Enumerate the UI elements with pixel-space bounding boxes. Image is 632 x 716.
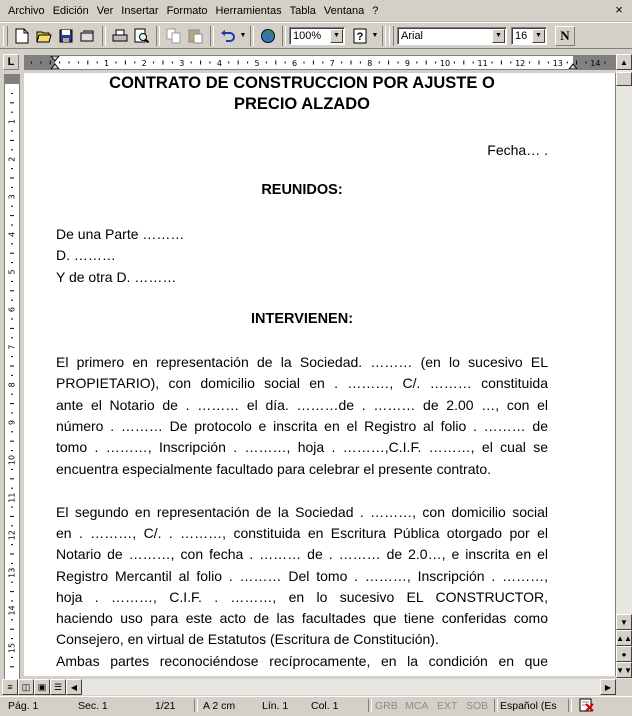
svg-text:?: ? bbox=[356, 30, 364, 43]
status-overtype[interactable]: SOB bbox=[466, 700, 489, 712]
paragraph-line: Registro Mercantil al folio . ……… Del tomo . ………, Inscripción . ………, bbox=[56, 568, 548, 584]
paragraph-line: en . ………, C/. . ………, constituida en Escritura Pública otorgado por el bbox=[56, 525, 548, 541]
spelling-status-icon[interactable] bbox=[578, 698, 596, 712]
menu-archivo[interactable]: Archivo bbox=[8, 4, 45, 17]
ruler-tick-label: 4 bbox=[7, 231, 17, 237]
standard-toolbar bbox=[0, 22, 632, 49]
ruler-tick-label: 6 bbox=[7, 307, 17, 313]
ruler-tick-label: 13 bbox=[552, 59, 563, 68]
font-size-value: 16 bbox=[515, 29, 528, 42]
document-area[interactable] bbox=[24, 73, 616, 676]
page[interactable] bbox=[24, 73, 615, 676]
status-column: Col. 1 bbox=[311, 700, 339, 712]
toolbar-grip[interactable] bbox=[3, 26, 8, 46]
party-line-3: Y de otra D. ……… bbox=[56, 269, 177, 285]
undo-icon[interactable] bbox=[217, 25, 239, 47]
menu-ventana[interactable]: Ventana bbox=[323, 4, 365, 17]
browse-object-icon[interactable]: ● bbox=[616, 646, 632, 662]
ruler-tick-label: 3 bbox=[7, 194, 17, 200]
ruler-tick-label: 8 bbox=[367, 59, 373, 68]
ruler-tick-label: 5 bbox=[254, 59, 260, 68]
copy-icon[interactable] bbox=[163, 25, 185, 47]
horizontal-scroll-row bbox=[0, 679, 632, 695]
help-icon[interactable] bbox=[349, 25, 371, 47]
status-divider bbox=[568, 699, 572, 712]
ruler-tick-label: 3 bbox=[179, 59, 185, 68]
status-pages: 1/21 bbox=[155, 700, 176, 712]
paragraph-line: hoja . ………, C.I.F. . ………, en lo sucesivo EL CONSTRUCTOR, bbox=[56, 589, 548, 605]
paragraph-line: Consejero, en virtual de Estatutos (Escritura de Constitución). bbox=[56, 631, 439, 647]
toolbar-separator bbox=[210, 26, 214, 46]
chevron-down-icon[interactable]: ▼ bbox=[492, 29, 505, 43]
normal-view-icon[interactable]: ≡ bbox=[2, 679, 18, 695]
ruler-tick-label: 9 bbox=[404, 59, 410, 68]
document-title-line1: CONTRATO DE CONSTRUCCION POR AJUSTE O bbox=[109, 74, 495, 92]
print-preview-icon[interactable] bbox=[131, 25, 153, 47]
zoom-value: 100% bbox=[293, 29, 322, 42]
status-track-changes[interactable]: MCA bbox=[405, 700, 429, 712]
ruler-tick-label: 12 bbox=[7, 530, 17, 541]
ruler-tick-label: 2 bbox=[7, 156, 17, 162]
section-heading-intervienen: INTERVIENEN: bbox=[250, 311, 354, 327]
status-divider bbox=[494, 699, 498, 712]
scroll-left-icon[interactable]: ◀ bbox=[66, 679, 82, 695]
status-language[interactable]: Español (Es bbox=[500, 700, 557, 712]
ruler-ticks bbox=[25, 56, 616, 69]
font-combo[interactable] bbox=[397, 27, 507, 45]
ruler-tick-label: 6 bbox=[292, 59, 298, 68]
ruler-tick-label: 7 bbox=[7, 344, 17, 350]
ruler-tick-label: 14 bbox=[590, 59, 601, 68]
toolbar-options-icon[interactable]: ▼ bbox=[371, 32, 379, 39]
web-layout-view-icon[interactable]: ◫ bbox=[18, 679, 34, 695]
menu-ver[interactable]: Ver bbox=[96, 4, 114, 17]
right-indent-marker-icon[interactable] bbox=[569, 64, 577, 69]
status-section: Sec. 1 bbox=[78, 700, 108, 712]
ruler-ticks-vertical bbox=[5, 74, 19, 679]
toolbar-separator bbox=[102, 26, 106, 46]
menu-insertar[interactable]: Insertar bbox=[121, 4, 159, 17]
status-macro-record[interactable]: GRB bbox=[375, 700, 398, 712]
font-size-combo[interactable] bbox=[511, 27, 547, 45]
paragraph-line: haciendo uso para este acto de las facultades que tiene conferidas como bbox=[56, 610, 548, 626]
menu-help[interactable]: ? bbox=[372, 4, 379, 17]
status-line: Lín. 1 bbox=[262, 700, 289, 712]
ruler-tick-label: 13 bbox=[7, 567, 17, 578]
paragraph-line: PROPIETARIO), con domicilio social en . ………, C/. ……… constituida bbox=[56, 375, 548, 391]
status-position: A 2 cm bbox=[203, 700, 236, 712]
tab-selector-icon[interactable]: L bbox=[3, 54, 19, 70]
ruler-tick-label: 14 bbox=[7, 605, 17, 616]
ruler-tick-label: 12 bbox=[515, 59, 526, 68]
ruler-tick-label: 8 bbox=[7, 382, 17, 388]
status-page: Pág. 1 bbox=[8, 700, 39, 712]
menu-tabla[interactable]: Tabla bbox=[289, 4, 316, 17]
toolbar-separator bbox=[282, 26, 286, 46]
ruler-tick-label: 5 bbox=[7, 269, 17, 275]
ruler-tick-label: 4 bbox=[216, 59, 222, 68]
scroll-down-icon[interactable]: ▼ bbox=[616, 614, 632, 630]
ruler-tick-label: 1 bbox=[104, 59, 110, 68]
next-page-icon[interactable]: ▼▼ bbox=[616, 662, 632, 678]
toolbar-grip[interactable] bbox=[389, 26, 394, 46]
date-line: Fecha… . bbox=[487, 142, 548, 158]
status-divider bbox=[368, 699, 372, 712]
font-value: Arial bbox=[401, 29, 424, 42]
party-line-2: D. ……… bbox=[56, 247, 116, 263]
paragraph-line: El segundo en representación de la Sociedad . ………, con domicilio social bbox=[56, 504, 548, 520]
menu-edicion[interactable]: Edición bbox=[52, 4, 89, 17]
paragraph-line: Ambas partes reconociéndose recíprocamente, en la condición en que bbox=[56, 653, 548, 669]
ruler-tick-label: 15 bbox=[7, 642, 17, 654]
scroll-up-icon[interactable]: ▲ bbox=[616, 54, 632, 70]
horizontal-scrollbar[interactable] bbox=[66, 679, 616, 695]
paragraph-line: tomo . ………, Inscripción . ………, hoja . ………,C.I.F. ………, el cual se bbox=[56, 439, 548, 455]
ruler-tick-label: 10 bbox=[439, 59, 451, 68]
document-title-line2: PRECIO ALZADO bbox=[234, 95, 370, 113]
paragraph-line: ante el Notario de . ……… el día. ………de . ……… de 2.00 …, con el bbox=[56, 397, 548, 413]
indent-marker-icon[interactable] bbox=[51, 56, 59, 69]
section-heading-reunidos: REUNIDOS: bbox=[261, 182, 343, 198]
toolbar-separator bbox=[250, 26, 254, 46]
ruler-tick-label: 7 bbox=[329, 59, 335, 68]
ruler-tick-label: 11 bbox=[477, 59, 488, 68]
paragraph-line: Notario de ………, con fecha . ……… de . ……… de 2.0…, e inscrita en el bbox=[56, 546, 548, 562]
vertical-ruler[interactable] bbox=[4, 74, 20, 679]
scroll-thumb[interactable] bbox=[616, 72, 632, 86]
menu-bar bbox=[0, 0, 632, 22]
scroll-right-icon[interactable]: ▶ bbox=[600, 679, 616, 695]
previous-page-icon[interactable]: ▲▲ bbox=[616, 630, 632, 646]
status-extend[interactable]: EXT bbox=[437, 700, 458, 712]
toolbar-separator bbox=[382, 26, 386, 46]
print-icon[interactable] bbox=[109, 25, 131, 47]
ruler-tick-label: 11 bbox=[7, 492, 17, 503]
ruler-tick-label: 9 bbox=[7, 419, 17, 425]
zoom-combo[interactable] bbox=[289, 27, 345, 45]
status-divider bbox=[194, 699, 198, 712]
paragraph-line: número . ……… De protocolo e inscrita en el Registro al folio . ……… de bbox=[56, 418, 548, 434]
horizontal-ruler[interactable] bbox=[24, 55, 616, 70]
paragraph-line: El primero en representación de la Sociedad. ……… (en lo sucesivo EL bbox=[56, 354, 548, 370]
paragraph-line: encuentra especialmente facultado para celebrar el presente contrato. bbox=[56, 461, 492, 477]
vertical-scrollbar[interactable] bbox=[616, 54, 632, 679]
party-line-1: De una Parte ……… bbox=[56, 226, 185, 242]
bold-button[interactable]: N bbox=[555, 26, 575, 46]
chevron-down-icon[interactable]: ▼ bbox=[532, 29, 545, 43]
outline-view-icon[interactable]: ☰ bbox=[50, 679, 66, 695]
web-icon[interactable] bbox=[257, 25, 279, 47]
paste-icon[interactable] bbox=[185, 25, 207, 47]
menu-formato[interactable]: Formato bbox=[166, 4, 208, 17]
ruler-tick-label: 2 bbox=[141, 59, 147, 68]
new-icon[interactable] bbox=[11, 25, 33, 47]
close-document-icon[interactable]: × bbox=[615, 2, 623, 17]
chevron-down-icon[interactable]: ▼ bbox=[330, 29, 343, 43]
status-bar bbox=[0, 696, 632, 713]
open-icon[interactable] bbox=[33, 25, 55, 47]
print-layout-view-icon[interactable]: ▣ bbox=[34, 679, 50, 695]
ruler-tick-label: 1 bbox=[7, 119, 17, 125]
save-icon[interactable] bbox=[55, 25, 77, 47]
undo-dropdown-icon[interactable]: ▼ bbox=[239, 32, 247, 39]
ruler-tick-label: 10 bbox=[7, 454, 17, 466]
toolbar-separator bbox=[156, 26, 160, 46]
email-icon[interactable] bbox=[77, 25, 99, 47]
menu-herramientas[interactable]: Herramientas bbox=[215, 4, 282, 17]
